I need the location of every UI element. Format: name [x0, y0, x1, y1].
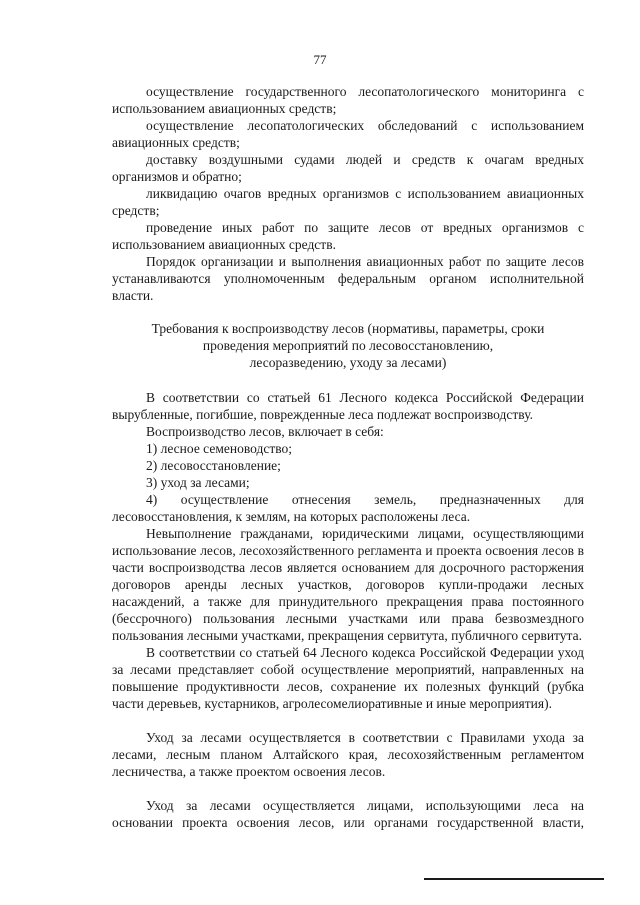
paragraph: осуществление государственного лесопатологического мониторинга с использованием авиационных средств; — [112, 84, 584, 116]
paragraph: Уход за лесами осуществляется лицами, использующими леса на основании проекта освоения лесов, или органами государственной власти, — [112, 798, 584, 830]
list-item: 2) лесовосстановление; — [146, 458, 281, 473]
list-item: 4) осуществление отнесения земель, предназначенных для лесовосстановления, к землям, на которых расположены леса. — [112, 492, 584, 524]
paragraph: Порядок организации и выполнения авиационных работ по защите лесов устанавливаются уполномоченным федеральным органом исполнительной власти. — [112, 254, 584, 303]
body-text-block — [112, 389, 584, 831]
section-heading — [112, 320, 584, 371]
paragraph: Невыполнение гражданами, юридическими лицами, осуществляющими использование лесов, лесохозяйственного регламента и проекта освоения лесов в части воспроизводства лесов является основанием для досрочного расторжения договоров аренды лесных участков, договоров купли-продажи лесных насаждений, а также для принудительного прекращения права постоянного (бессрочного) пользования лесными участками или права безвозмездного пользования лесными участками, прекращения сервитута, публичного сервитута. — [112, 526, 584, 643]
list-item: 1) лесное семеноводство; — [146, 441, 293, 456]
paragraph: В соответствии со статьей 61 Лесного кодекса Российской Федерации вырубленные, погибшие, поврежденные леса подлежат воспроизводству. — [112, 390, 584, 422]
top-text-block — [112, 83, 584, 304]
heading-line: лесоразведению, уходу за лесами) — [249, 355, 447, 370]
heading-line: проведения мероприятий по лесовосстановлению, — [202, 338, 494, 353]
paragraph: Уход за лесами осуществляется в соответствии с Правилами ухода за лесами, лесным планом Алтайского края, лесохозяйственным регламентом лесничества, а также проектом освоения лесов. — [112, 730, 584, 779]
footer-rule — [424, 878, 604, 880]
heading-line: Требования к воспроизводству лесов (нормативы, параметры, сроки — [151, 321, 545, 336]
paragraph: ликвидацию очагов вредных организмов с использованием авиационных средств; — [112, 186, 584, 218]
paragraph: доставку воздушными судами людей и средств к очагам вредных организмов и обратно; — [112, 152, 584, 184]
paragraph: осуществление лесопатологических обследований с использованием авиационных средств; — [112, 118, 584, 150]
paragraph: Воспроизводство лесов, включает в себя: — [146, 424, 384, 439]
paragraph: проведение иных работ по защите лесов от вредных организмов с использованием авиационных средств. — [112, 220, 584, 252]
list-item: 3) уход за лесами; — [146, 475, 250, 490]
page-number: 77 — [313, 52, 327, 67]
paragraph: В соответствии со статьей 64 Лесного кодекса Российской Федерации уход за лесами представляет собой осуществление мероприятий, направленных на повышение продуктивности лесов, сохранение их полезных функций (рубка части деревьев, кустарников, агролесомелиоративные и иные мероприятия). — [112, 645, 584, 711]
